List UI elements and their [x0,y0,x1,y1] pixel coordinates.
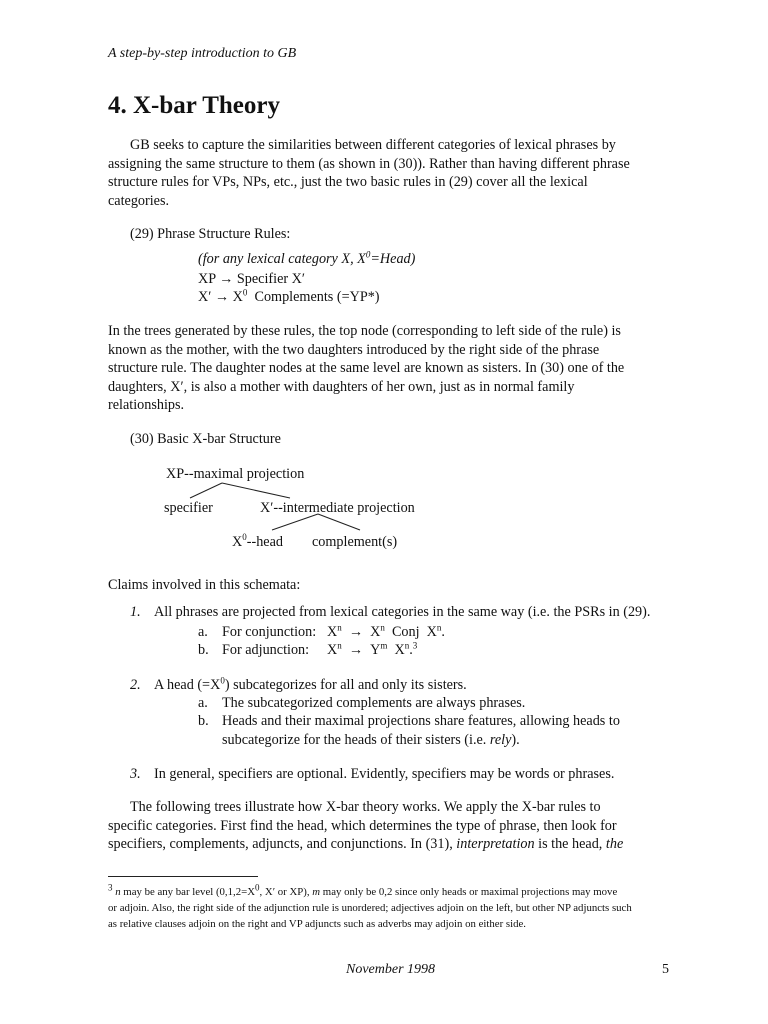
footnote-text: , X′ or XP), [259,886,313,898]
tree-branch [222,483,290,498]
head-x: X [232,534,243,550]
footnote-line [108,884,674,900]
claim-2b-text-a: subcategorize for the heads of their sisters (i.e. [222,732,490,748]
rule-rest: Complements (=YP*) [247,289,380,305]
footnote-italic: m [312,886,321,898]
footnote-line: as relative clauses adjoin on the right and VP adjuncts such as adverbs may adjoin on either side. [108,918,526,930]
claim-1a-label: a. [198,624,208,640]
intro-line: assigning the same structure to them (as shown in (30)). Rather than having different phrase [108,155,630,172]
rule-superscript: 0 [242,287,248,298]
claims-intro: Claims involved in this schemata: [108,577,301,593]
intro-line: structure rules for VPs, NPs, etc., just the two basic rules in (29) cover all the lexical [108,174,588,190]
tree-branch [190,483,222,498]
tree-node-xp: XP--maximal projection [166,466,305,482]
trees-text: specifiers, complements, adjuncts, and conjunctions. In (31), [108,836,457,852]
intro-line: GB seeks to capture the similarities between different categories of lexical phrases by [130,137,616,153]
adjunction-rule: $X^n \to Y^m$ $X^n.^3$ [327,640,418,658]
tree-node-intermediate: X′--intermediate projection [260,500,415,516]
mother-line: known as the mother, with the two daughters introduced by the right side of the phrase [108,341,600,358]
trees-paragraph [108,798,668,854]
footnote [108,884,674,932]
footnote-italic: n [115,886,121,898]
claim-2a-label: a. [198,695,208,711]
claim-2b-text-b: ). [511,732,520,748]
mother-line: daughters, X′, is also a mother with daughters of her own, just as in normal family [108,378,575,395]
claim-2b-text-line1: Heads and their maximal projections share features, allowing heads to [222,713,620,729]
rule-head: X [232,289,243,305]
claim-2b-text-line2 [222,732,520,749]
claim-2-text-a: A head (=X [154,677,221,693]
tree-node-head [232,532,283,550]
trees-line: The following trees illustrate how X-bar theory works. We apply the X-bar rules to [130,799,601,815]
footnote-line: or adjoin. Also, the right side of the adjunction rule is unordered; adjectives adjoin on the left, but other NP adjuncts such [108,902,632,914]
rule-rhs: Specifier X′ [236,271,305,287]
mother-line: In the trees generated by these rules, the top node (corresponding to left side of the rule) is [108,323,621,339]
conjunction-rule: $X^n \to X^n$ Conj $X^n$. [327,622,445,640]
claim-2b-italic: rely [489,732,512,748]
claim-2-text [154,677,467,694]
claim-2-superscript: 0 [220,675,225,686]
example-30-label: (30) Basic X-bar Structure [130,431,281,447]
intro-line: categories. [108,192,170,209]
tree-node-specifier: specifier [164,500,213,516]
footer-date: November 1998 [346,962,436,977]
claim-3-number: 3. [130,766,141,782]
note-text: (for any lexical category X, X [198,251,366,267]
head-rest: --head [246,534,283,550]
trees-line [108,835,668,854]
note-superscript: 0 [365,249,371,260]
claim-2b-label: b. [198,713,209,729]
trees-text: is the head, [534,836,606,852]
trees-italic: interpretation [456,836,535,852]
tree-node-complement: complement(s) [312,534,398,550]
claim-2-number: 2. [130,677,141,693]
rule-lhs: X′ [198,289,212,305]
footnote-superscript: 0 [255,882,260,893]
claim-2-text-b: ) subcategorizes for all and only its sisters. [224,677,467,693]
rule-lhs: XP [198,271,216,287]
claim-1a-text: For conjunction: [222,624,317,640]
footnote-divider [108,876,258,877]
arrow-icon: → [219,271,234,287]
trees-italic: the [605,836,624,852]
tree-branch [272,514,318,530]
section-title: 4. X-bar Theory [108,92,280,119]
mother-line: structure rule. The daughter nodes at the same level are known as sisters. In (30) one of the [108,360,625,376]
footnote-text: may only be 0,2 since only heads or maximal projections may move [320,886,618,898]
arrow-icon: → [214,289,230,305]
page-number: 5 [662,962,669,977]
claim-3-text: In general, specifiers are optional. Evidently, specifiers may be words or phrases. [154,766,615,782]
example-29-label: (29) Phrase Structure Rules: [130,226,291,242]
mother-line: relationships. [108,397,185,413]
trees-line: specific categories. First find the head, which determines the type of phrase, then look for [108,817,617,834]
note-text: =Head) [370,251,416,267]
claim-1b-text: For adjunction: [222,642,310,658]
claim-2a-text: The subcategorized complements are always phrases. [222,695,526,711]
tree-branch [318,514,360,530]
footnote-text: may be any bar level (0,1,2=X [120,886,256,898]
running-header: A step-by-step introduction to GB [108,46,297,61]
head-superscript: 0 [242,532,247,542]
claim-1-text: All phrases are projected from lexical categories in the same way (i.e. the PSRs in (29). [154,604,651,620]
claim-1-number: 1. [130,604,141,620]
claim-1b-label: b. [198,642,209,658]
footnote-marker: 3 [108,882,113,893]
